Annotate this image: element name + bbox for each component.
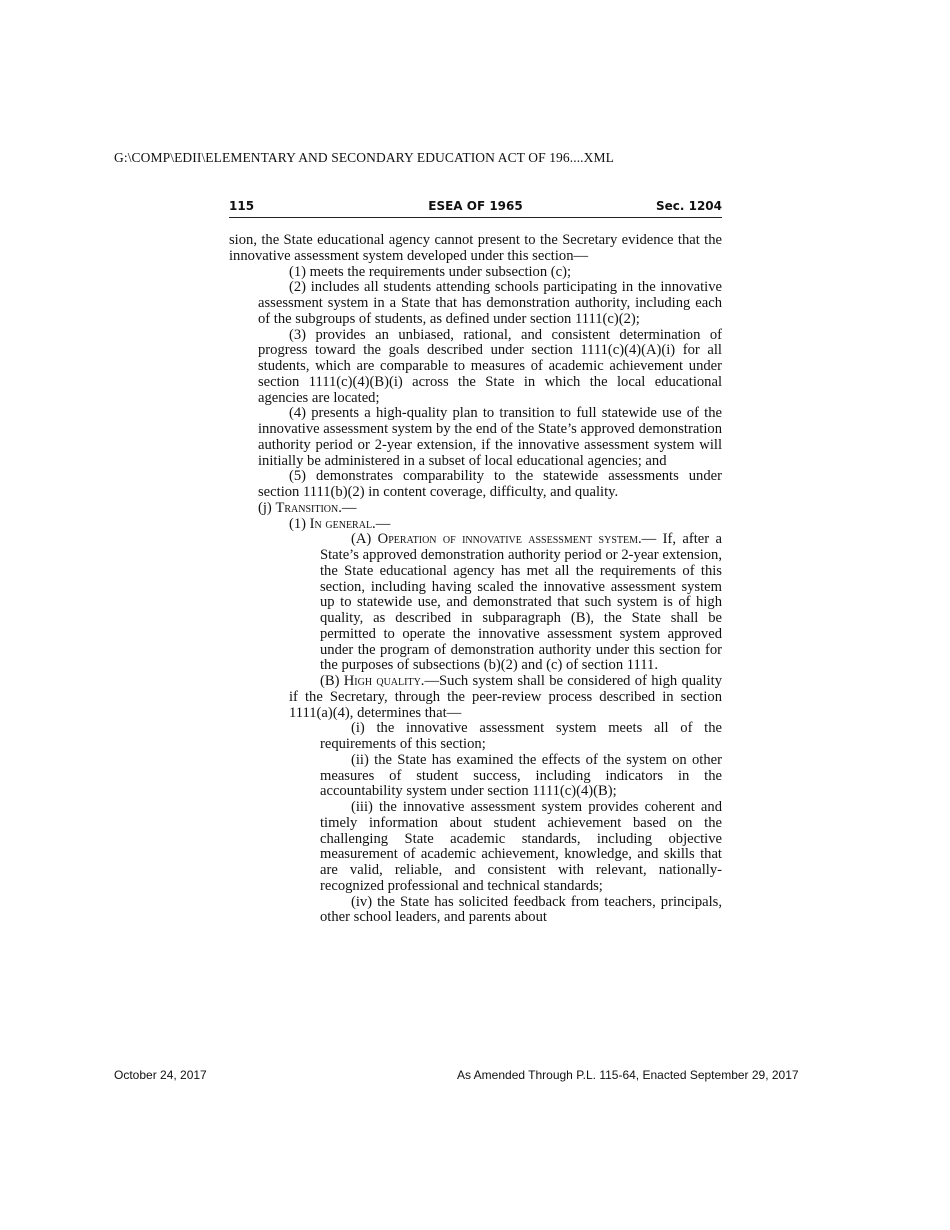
paragraph-j1-heading: [229, 517, 722, 533]
subparagraph-A-text: If, after a State’s approved demonstration authority period or 2-year extension, the State educational agency has met all the requirements of this section, including having scaled the innovative assessment system up to statewide use, and demonstrated that such system is of high quality, as described in subparagraph (B), the State shall be permitted to operate the innovative assessment system approved under the program of demonstration authority under this section for the purposes of subsections (b)(2) and (c) of section 1111.: [320, 531, 722, 674]
section-number: Sec. 1204: [655, 199, 722, 213]
footer-amended-note: As Amended Through P.L. 115-64, Enacted September 29, 2017: [457, 1068, 799, 1082]
page-number: 115: [229, 199, 255, 213]
paragraph-3: (3) provides an unbiased, rational, and consistent determination of progress toward the goals described under section 1111(c)(4)(A)(i) for all students, which are comparable to measures of academic achievement under section 1111(c)(4)(B)(i) across the State in which the local educational agencies are located;: [258, 326, 722, 406]
subparagraph-B-text: —Such system shall be considered of high quality if the Secretary, through the peer-review process described in section 1111(a)(4), determines that—: [289, 673, 722, 721]
subsection-j-label: (j): [258, 499, 276, 516]
subparagraph-A-label: (A): [351, 531, 378, 548]
paragraph-1: (1) meets the requirements under subsection (c);: [289, 263, 572, 280]
paragraph-2: (2) includes all students attending schools participating in the innovative assessment system in a State that has demonstration authority, including each of the subgroups of students, as defined under section 1111(c)(2);: [258, 279, 722, 327]
paragraph-j1-label: (1): [289, 515, 310, 532]
subparagraph-A: [229, 532, 722, 674]
subparagraph-B: [229, 674, 722, 721]
running-head: [229, 198, 722, 218]
file-path-header: G:\COMP\EDII\ELEMENTARY AND SECONDARY EDUCATION ACT OF 196....XML: [114, 150, 614, 165]
subsection-j-title: Transition.—: [275, 499, 357, 516]
subparagraph-B-title: High quality.: [343, 673, 425, 689]
clause-iv: (iv) the State has solicited feedback from teachers, principals, other school leaders, and parents about: [320, 893, 722, 926]
subsection-j-heading: [229, 501, 722, 517]
clause-i: (i) the innovative assessment system meets all of the requirements of this section;: [320, 720, 722, 752]
paragraph-j1-title: In general.—: [309, 515, 391, 532]
subparagraph-A-title: Operation of innovative assessment system.—: [377, 531, 657, 548]
paragraph-4: (4) presents a high-quality plan to transition to full statewide use of the innovative assessment system by the end of the State’s approved demonstration authority period or 2-year extension, if the innovative assessment system will initially be administered in a subset of local educational agencies; and: [258, 405, 722, 469]
footer-date: October 24, 2017: [114, 1068, 207, 1082]
continuation-paragraph: sion, the State educational agency cannot present to the Secretary evidence that the innovative assessment system developed under this section—: [229, 232, 722, 264]
clause-ii: (ii) the State has examined the effects of the system on other measures of student success, including indicators in the accountability system under section 1111(c)(4)(B);: [320, 751, 722, 800]
statute-body: [229, 233, 722, 926]
paragraph-5: (5) demonstrates comparability to the statewide assessments under section 1111(b)(2) in content coverage, difficulty, and quality.: [258, 468, 722, 500]
running-title: ESEA OF 1965: [428, 199, 523, 213]
clause-iii: (iii) the innovative assessment system provides coherent and timely information about student achievement based on the challenging State academic standards, including objective measurement of academic achievement, knowledge, and skills that are valid, reliable, and consistent with relevant, nationally-recognized professional and technical standards;: [320, 799, 722, 894]
subparagraph-B-label: (B): [320, 673, 344, 689]
